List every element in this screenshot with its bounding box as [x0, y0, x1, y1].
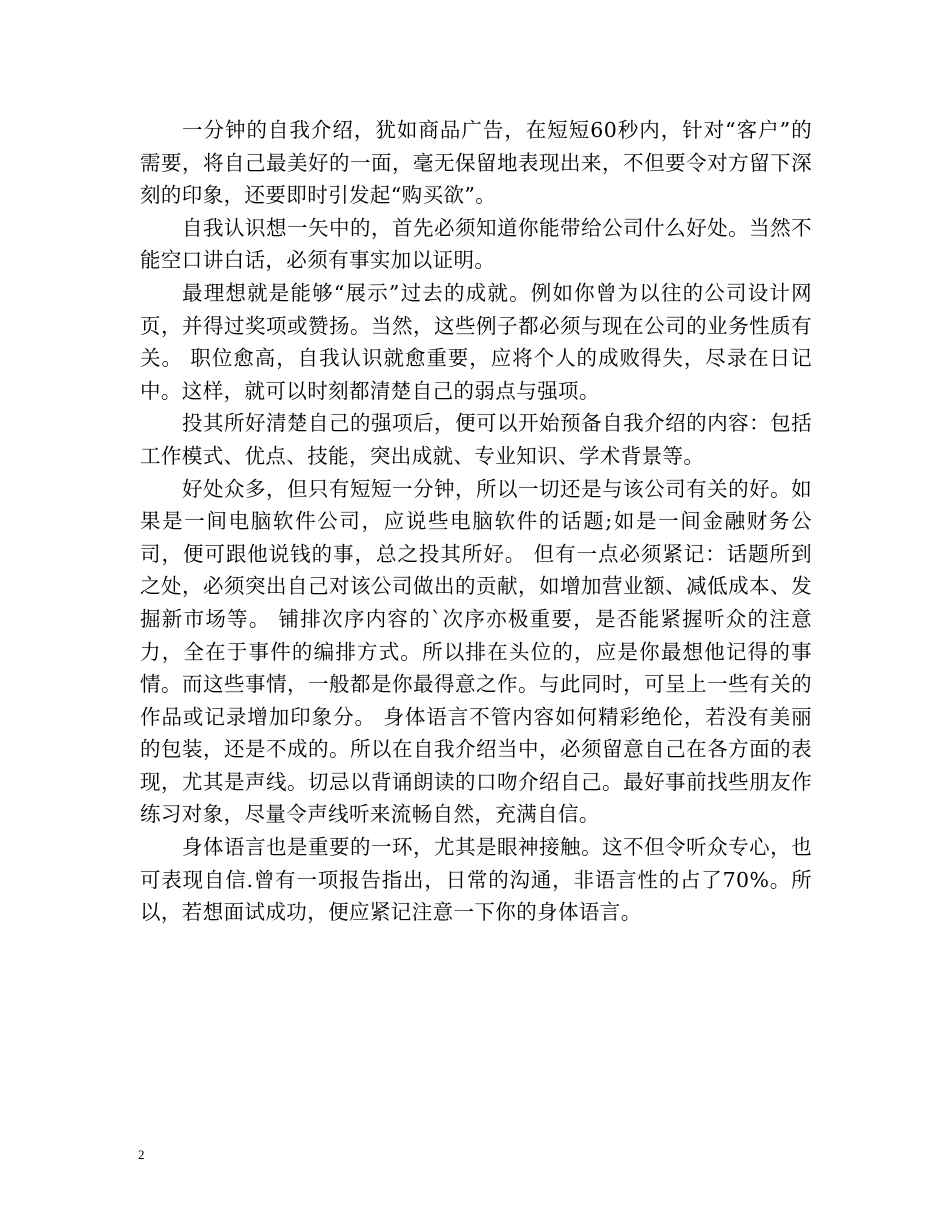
paragraph-1: 一分钟的自我介绍，犹如商品广告，在短短60秒内，针对“客户”的需要，将自己最美好的一面，毫无保留地表现出来，不但要令对方留下深刻的印象，还要即时引发起“购买欲”。: [140, 118, 812, 208]
body-text: [140, 114, 812, 929]
paragraph-3: 最理想就是能够“展示”过去的成就。例如你曾为以往的公司设计网页，并得过奖项或赞扬。当然，这些例子都必须与现在公司的业务性质有关。 职位愈高，自我认识就愈重要，应将个人的成败得失，尽录在日记中。这样，就可以时刻都清楚自己的弱点与强项。: [140, 280, 812, 403]
page-number: 2: [138, 1147, 145, 1162]
paragraph-6: 身体语言也是重要的一环，尤其是眼神接触。这不但令听众专心，也可表现自信.曾有一项报告指出，日常的沟通，非语言性的占了70%。所以，若想面试成功，便应紧记注意一下你的身体语言。: [140, 835, 812, 925]
paragraph-4: 投其所好清楚自己的强项后，便可以开始预备自我介绍的内容：包括工作模式、优点、技能，突出成就、专业知识、学术背景等。: [140, 411, 812, 468]
paragraph-5: 好处众多，但只有短短一分钟，所以一切还是与该公司有关的好。如果是一间电脑软件公司，应说些电脑软件的话题;如是一间金融财务公司，便可跟他说钱的事，总之投其所好。 但有一点必须紧记：话题所到之处，必须突出自己对该公司做出的贡献，如增加营业额、减低成本、发掘新市场等。 铺排次序内容的`次序亦极重要，是否能紧握听众的注意力，全在于事件的编排方式。所以排在头位的，应是你最想他记得的事情。而这些事情，一般都是你最得意之作。与此同时，可呈上一些有关的作品或记录增加印象分。 身体语言不管内容如何精彩绝伦，若没有美丽的包装，还是不成的。所以在自我介绍当中，必须留意自己在各方面的表现，尤其是声线。切忌以背诵朗读的口吻介绍自己。最好事前找些朋友作练习对象，尽量令声线听来流畅自然，充满自信。: [140, 476, 812, 827]
paragraph-2: 自我认识想一矢中的，首先必须知道你能带给公司什么好处。当然不能空口讲白话，必须有事实加以证明。: [140, 215, 812, 273]
